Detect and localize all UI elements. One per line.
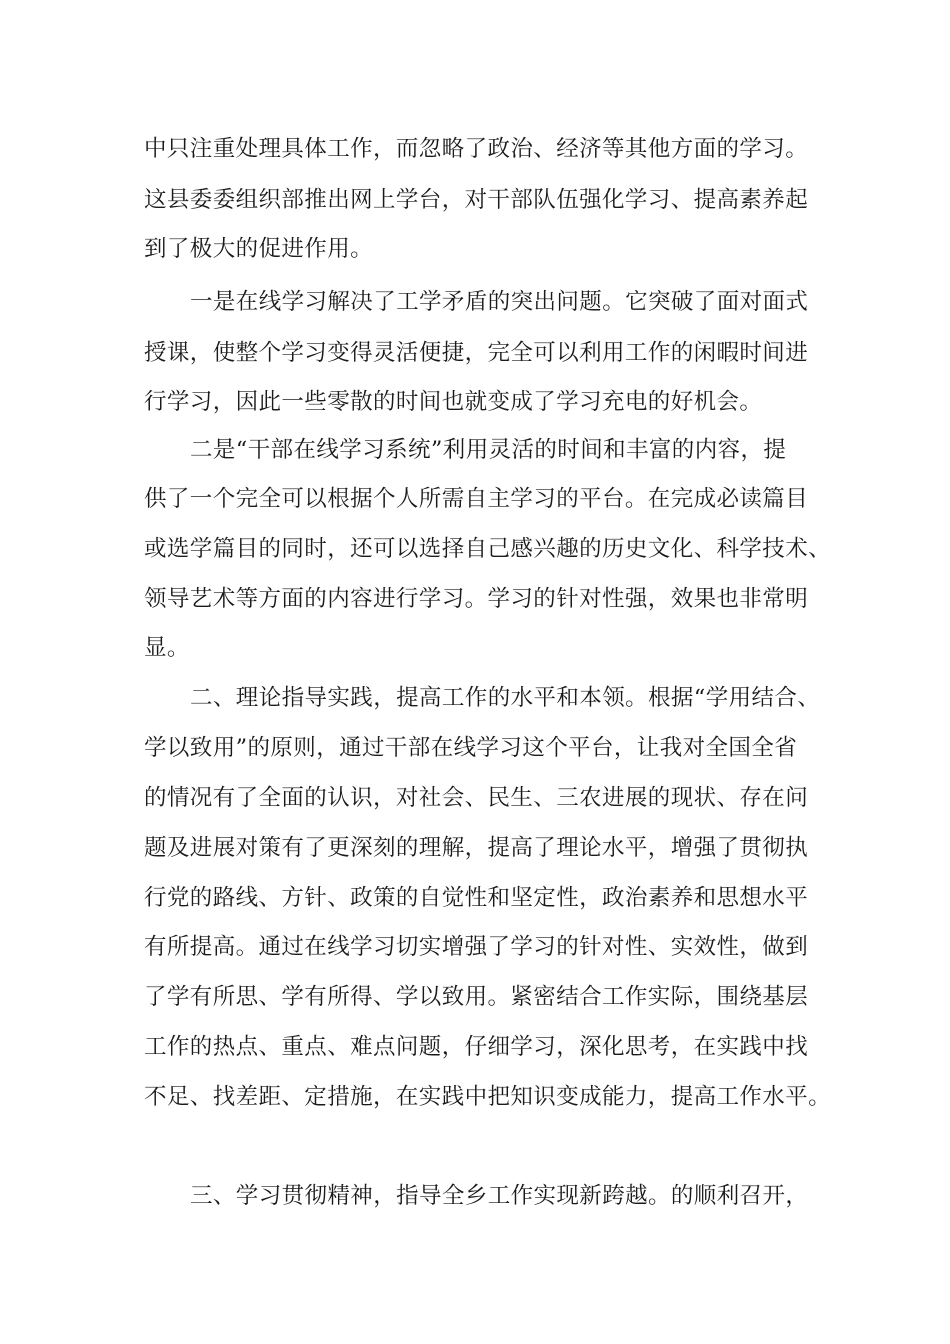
- text-line: 题及进展对策有了更深刻的理解，提高了理论水平，增强了贯彻执: [144, 835, 809, 861]
- text-line: 显。: [144, 635, 190, 661]
- text-line: 中只注重处理具体工作，而忽略了政治、经济等其他方面的学习。: [144, 136, 809, 162]
- text-line: 行党的路线、方针、政策的自觉性和坚定性，政治素养和思想水平: [144, 885, 809, 911]
- paragraph-start-line: 二、理论指导实践，提高工作的水平和本领。根据“学用结合、: [190, 685, 821, 711]
- text-line: 这县委委组织部推出网上学台，对干部队伍强化学习、提高素养起: [144, 187, 809, 213]
- text-line: 行学习，因此一些零散的时间也就变成了学习充电的好机会。: [144, 389, 763, 415]
- text-line: 授课，使整个学习变得灵活便捷，完全可以利用工作的闲暇时间进: [144, 340, 809, 366]
- paragraph-start-line: 一是在线学习解决了工学矛盾的突出问题。它突破了面对面式: [190, 289, 809, 315]
- text-line: 工作的热点、重点、难点问题，仔细学习，深化思考，在实践中找: [144, 1034, 809, 1060]
- text-line: 不足、找差距、定措施，在实践中把知识变成能力，提高工作水平。: [144, 1084, 832, 1110]
- text-line: 学以致用”的原则，通过干部在线学习这个平台，让我对全国全省: [144, 735, 798, 761]
- text-line: 或选学篇目的同时，还可以选择自己感兴趣的历史文化、科学技术、: [144, 536, 832, 562]
- paragraph-start-line: 三、学习贯彻精神，指导全乡工作实现新跨越。的顺利召开，: [190, 1183, 809, 1209]
- text-line: 到了极大的促进作用。: [144, 236, 374, 262]
- text-line: 有所提高。通过在线学习切实增强了学习的针对性、实效性，做到: [144, 934, 809, 960]
- text-line: 领导艺术等方面的内容进行学习。学习的针对性强，效果也非常明: [144, 586, 809, 612]
- text-line: 供了一个完全可以根据个人所需自主学习的平台。在完成必读篇目: [144, 486, 809, 512]
- text-line: 的情况有了全面的认识，对社会、民生、三农进展的现状、存在问: [144, 785, 809, 811]
- text-line: 了学有所思、学有所得、学以致用。紧密结合工作实际，围绕基层: [144, 984, 809, 1010]
- paragraph-start-line: 二是“干部在线学习系统”利用灵活的时间和丰富的内容，提: [190, 437, 787, 463]
